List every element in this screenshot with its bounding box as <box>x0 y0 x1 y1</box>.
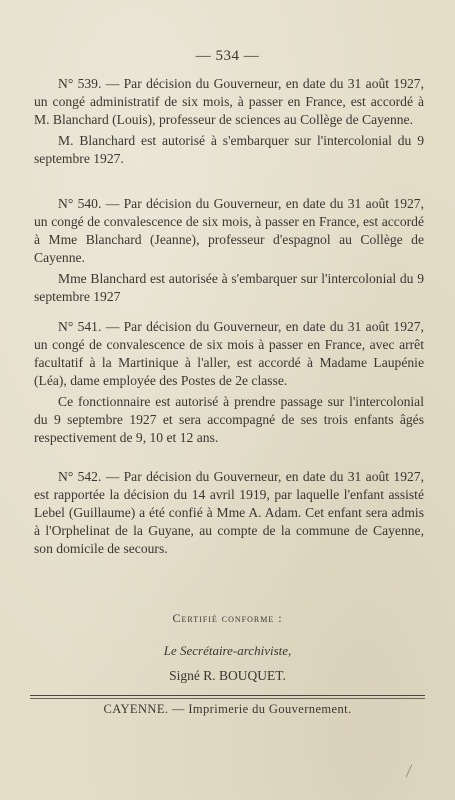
paper-mark <box>406 764 422 781</box>
decision-539 <box>34 75 424 168</box>
page-number: — 534 — <box>195 48 260 64</box>
certification-title: Le Secrétaire-archiviste, <box>163 643 292 658</box>
decision-541-text: N° 541. — Par décision du Gouverneur, en date du 31 août 1927, un congé de convalescence de six mois à passer en France, avec arrêt facultatif à la Martinique à l'aller, est accordé à Madame Laupénie (Léa), dame employée des Postes de 2e classe. <box>34 319 424 388</box>
certification-signature: Signé R. BOUQUET. <box>169 668 286 683</box>
decision-539-note: M. Blanchard est autorisé à s'embarquer sur l'intercolonial du 9 septembre 1927. <box>34 133 424 166</box>
decision-542-text: N° 542. — Par décision du Gouverneur, en date du 31 août 1927, est rapportée la décision du 14 avril 1919, par laquelle l'enfant assisté Lebel (Guillaume) a été confié à Mme A. Adam. Cet enfant sera admis à l'Orphelinat de la Guyane, au compte de la commune de Cayenne, son domicile de secours. <box>34 469 424 556</box>
decision-541-note: Ce fonctionnaire est autorisé à prendre passage sur l'intercolonial du 9 septembre 1927 et sera accompagné de ses trois enfants âgés respectivement de 9, 10 et 12 ans. <box>34 394 424 445</box>
decision-540 <box>34 195 424 306</box>
decision-542 <box>34 468 424 558</box>
printer-imprint: CAYENNE. — Imprimerie du Gouvernement. <box>103 702 352 716</box>
certification-heading: Certifié conforme : <box>172 611 283 625</box>
footer-divider-thin <box>30 698 425 699</box>
footer-divider-thick <box>30 695 425 696</box>
decision-539-text: N° 539. — Par décision du Gouverneur, en date du 31 août 1927, un congé administratif de six mois, à passer en France, est accordé à M. Blanchard (Louis), professeur de sciences au Collège de Cayenne. <box>34 76 424 127</box>
decision-541 <box>34 318 424 447</box>
decision-540-note: Mme Blanchard est autorisée à s'embarquer sur l'intercolonial du 9 septembre 1927 <box>34 271 424 304</box>
decision-540-text: N° 540. — Par décision du Gouverneur, en date du 31 août 1927, un congé de convalescence de six mois, à passer en France, est accordé à Mme Blanchard (Jeanne), professeur d'espagnol au Collège de Cayenne. <box>34 196 424 265</box>
